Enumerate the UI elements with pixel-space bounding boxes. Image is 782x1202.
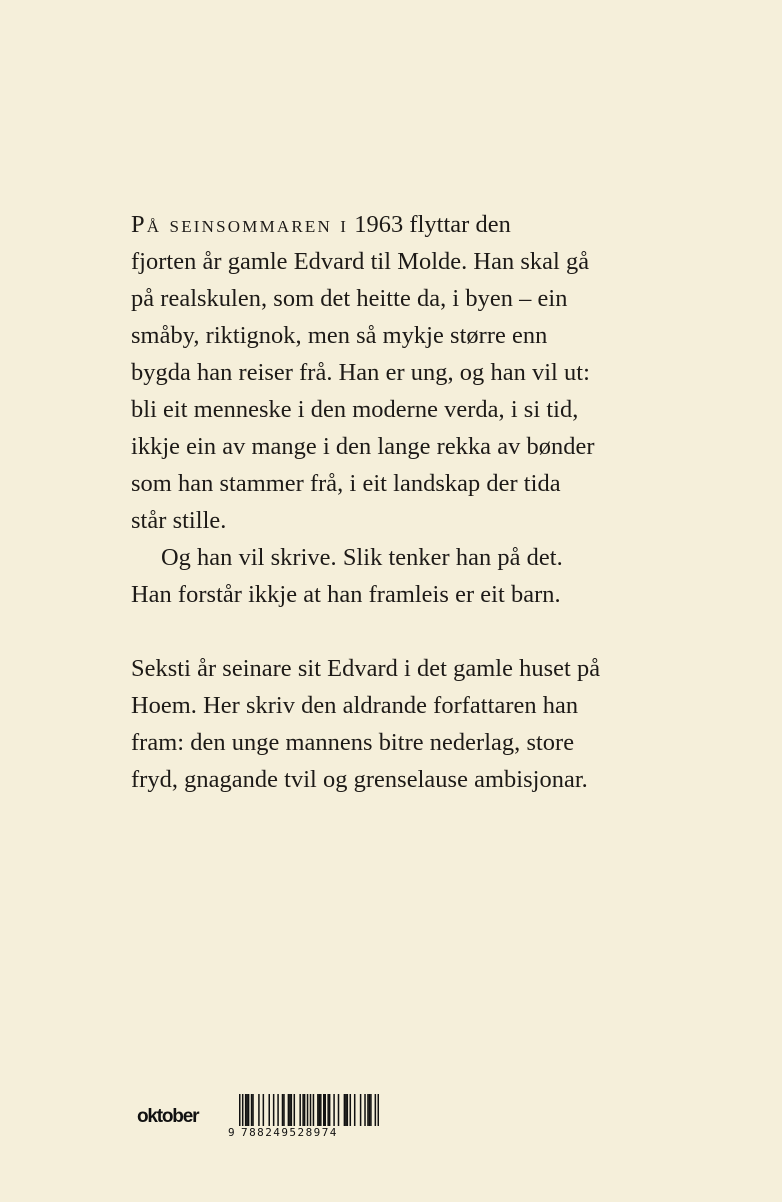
blurb-line-4: småby, riktignok, men så mykje større enn bbox=[131, 322, 548, 349]
barcode-bar bbox=[364, 1094, 366, 1126]
barcode-bar bbox=[319, 1094, 321, 1126]
blurb-line-9: står stille. bbox=[131, 507, 227, 534]
blurb-line-12: Seksti år seinare sit Edvard i det gamle huset på bbox=[131, 655, 601, 682]
blurb-line-1-rest: 1963 flyttar den bbox=[354, 211, 511, 238]
publisher-logo: oktober bbox=[137, 1106, 199, 1127]
barcode-bar bbox=[302, 1094, 304, 1126]
barcode-bar bbox=[248, 1094, 250, 1126]
barcode-bar bbox=[369, 1094, 371, 1126]
barcode-bar bbox=[323, 1094, 325, 1126]
blurb-line-10: Og han vil skrive. Slik tenker han på det. bbox=[161, 544, 563, 571]
blurb-line-13: Hoem. Her skriv den aldrande forfattaren han bbox=[131, 692, 579, 719]
barcode-bar bbox=[313, 1094, 315, 1126]
blurb-line-14: fram: den unge mannens bitre nederlag, store bbox=[131, 729, 575, 756]
isbn-lead-digit: 9 bbox=[228, 1126, 235, 1139]
barcode-bar bbox=[251, 1094, 253, 1126]
barcode-bar bbox=[329, 1094, 331, 1126]
barcode-bar bbox=[367, 1094, 369, 1126]
barcode-bar bbox=[252, 1094, 254, 1126]
barcode-bar bbox=[347, 1094, 349, 1126]
barcode-bar bbox=[360, 1094, 362, 1126]
barcode-bar bbox=[273, 1094, 275, 1126]
barcode-bar bbox=[327, 1094, 329, 1126]
blurb-line-7: ikkje ein av mange i den lange rekka av bønder bbox=[131, 433, 595, 460]
barcode-bar bbox=[289, 1094, 291, 1126]
barcode-bar bbox=[344, 1094, 346, 1126]
barcode-bar bbox=[246, 1094, 248, 1126]
opening-smallcaps: På seinsommaren i bbox=[131, 211, 349, 238]
blurb-line-3: på realskulen, som det heitte da, i byen – ein bbox=[131, 285, 568, 312]
blurb-line-6: bli eit menneske i den moderne verda, i si tid, bbox=[131, 396, 579, 423]
barcode-bar bbox=[345, 1094, 347, 1126]
barcode-bar bbox=[245, 1094, 247, 1126]
barcode-bar bbox=[370, 1094, 372, 1126]
paragraph-gap bbox=[131, 613, 711, 650]
barcode-bar bbox=[304, 1094, 306, 1126]
blurb-line-2: fjorten år gamle Edvard til Molde. Han skal gå bbox=[131, 248, 590, 275]
blurb-line-11: Han forstår ikkje at han framleis er eit barn. bbox=[131, 581, 561, 608]
barcode-bar bbox=[350, 1094, 352, 1126]
barcode-bar bbox=[277, 1094, 279, 1126]
barcode-bar bbox=[283, 1094, 285, 1126]
back-cover-blurb bbox=[131, 206, 711, 798]
barcode-bar bbox=[288, 1094, 290, 1126]
barcode-bar bbox=[268, 1094, 270, 1126]
barcode-bar bbox=[320, 1094, 322, 1126]
blurb-line-1 bbox=[131, 206, 711, 243]
isbn-digits: 788249528974 bbox=[239, 1126, 381, 1139]
barcode-bar bbox=[354, 1094, 356, 1126]
barcode-bar bbox=[263, 1094, 265, 1126]
blurb-line-8: som han stammer frå, i eit landskap der tida bbox=[131, 470, 561, 497]
barcode-bar bbox=[258, 1094, 260, 1126]
barcode-bar bbox=[299, 1094, 301, 1126]
barcode-bar bbox=[324, 1094, 326, 1126]
barcode-bar bbox=[291, 1094, 293, 1126]
barcode-bar bbox=[282, 1094, 284, 1126]
blurb-line-15: fryd, gnagande tvil og grenselause ambisjonar. bbox=[131, 766, 588, 793]
barcode-bar bbox=[294, 1094, 296, 1126]
blurb-line-5: bygda han reiser frå. Han er ung, og han vil ut: bbox=[131, 359, 590, 386]
barcode-bar bbox=[333, 1094, 335, 1126]
barcode-bar bbox=[317, 1094, 319, 1126]
barcode-bar bbox=[338, 1094, 340, 1126]
